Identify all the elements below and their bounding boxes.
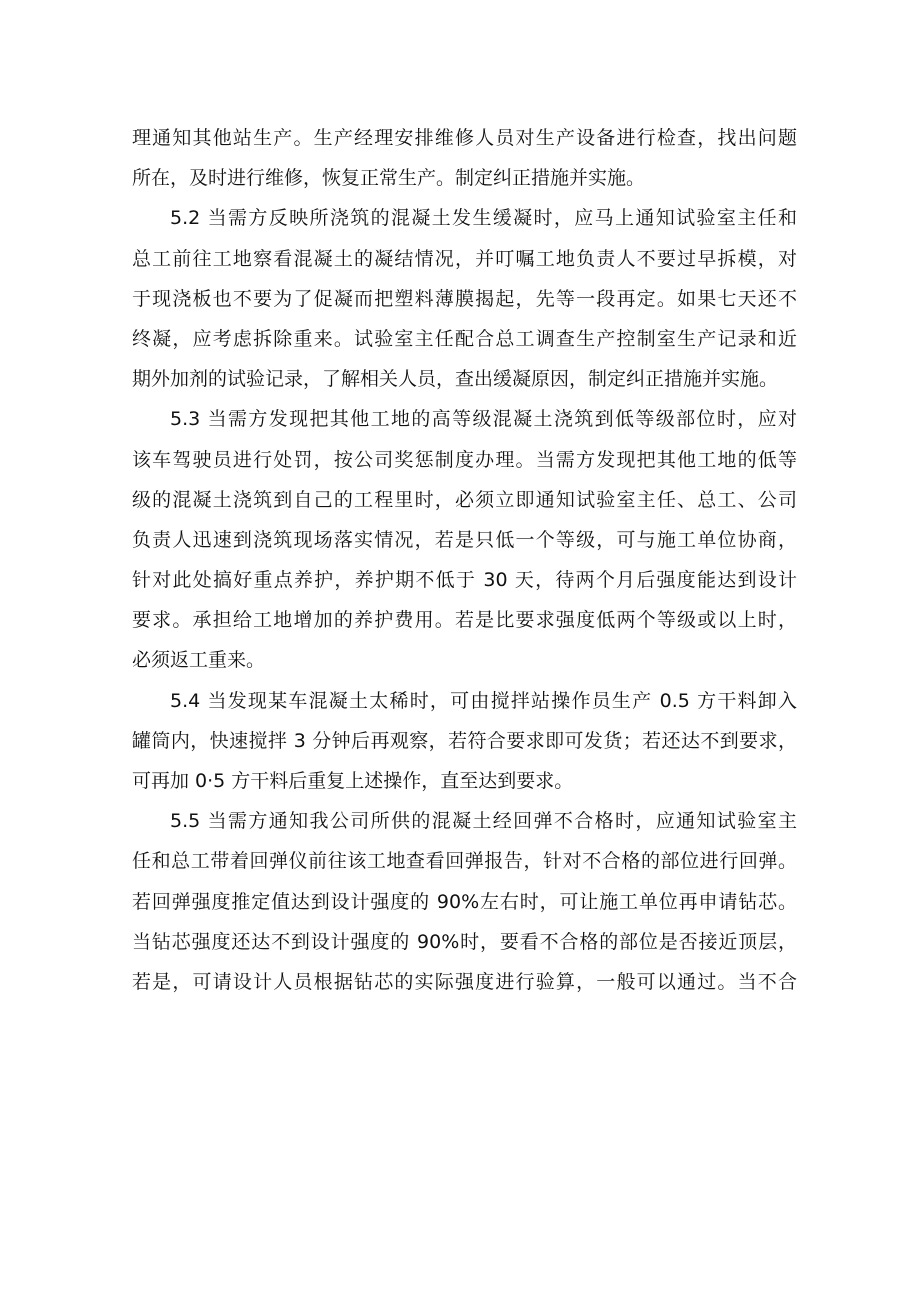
text-line: 期外加剂的试验记录，了解相关人员，查出缓凝原因，制定纠正措施并实施。 — [132, 368, 779, 391]
text-line: 5.3 当需方发现把其他工地的高等级混凝土浇筑到低等级部位时，应对 — [170, 408, 797, 431]
text-line: 必须返工重来。 — [132, 649, 266, 672]
body-text — [132, 118, 797, 1002]
text-line: 当钻芯强度还达不到设计强度的 90%时，要看不合格的部位是否接近顶层， — [132, 930, 797, 953]
text-line: 总工前往工地察看混凝土的凝结情况，并叮嘱工地负责人不要过早拆模，对 — [132, 247, 797, 270]
text-line: 理通知其他站生产。生产经理安排维修人员对生产设备进行检查，找出问题 — [132, 127, 797, 149]
paragraph-5-5 — [132, 801, 797, 1002]
text-line: 于现浇板也不要为了促凝而把塑料薄膜揭起，先等一段再定。如果七天还不 — [132, 287, 797, 310]
text-line: 5.5 当需方通知我公司所供的混凝土经回弹不合格时，应通知试验室主 — [170, 810, 797, 833]
text-line: 若是，可请设计人员根据钻芯的实际强度进行验算，一般可以通过。当不合 — [132, 970, 797, 993]
text-line: 终凝，应考虑拆除重来。试验室主任配合总工调查生产控制室生产记录和近 — [132, 327, 797, 350]
text-line: 级的混凝土浇筑到自己的工程里时，必须立即通知试验室主任、总工、公司 — [132, 488, 797, 511]
text-line: 若回弹强度推定值达到设计强度的 90%左右时，可让施工单位再申请钻芯。 — [132, 890, 797, 913]
text-line: 该车驾驶员进行处罚，按公司奖惩制度办理。当需方发现把其他工地的低等 — [132, 448, 797, 471]
paragraph-continuation — [132, 118, 797, 198]
text-line: 所在，及时进行维修，恢复正常生产。制定纠正措施并实施。 — [132, 167, 646, 190]
text-line: 可再加 0·5 方干料后重复上述操作，直至达到要求。 — [132, 770, 574, 792]
text-line: 任和总工带着回弹仪前往该工地查看回弹报告，针对不合格的部位进行回弹。 — [132, 850, 797, 873]
text-line: 5.4 当发现某车混凝土太稀时，可由搅拌站操作员生产 0.5 方干料卸入 — [170, 689, 797, 712]
text-line: 负责人迅速到浇筑现场落实情况，若是只低一个等级，可与施工单位协商， — [132, 528, 797, 551]
paragraph-5-4 — [132, 681, 797, 802]
paragraph-5-2 — [132, 198, 797, 399]
paragraph-5-3 — [132, 399, 797, 680]
text-line: 罐筒内，快速搅拌 3 分钟后再观察，若符合要求即可发货；若还达不到要求， — [132, 729, 797, 752]
text-line: 5.2 当需方反映所浇筑的混凝土发生缓凝时，应马上通知试验室主任和 — [170, 207, 797, 230]
text-line: 要求。承担给工地增加的养护费用。若是比要求强度低两个等级或以上时， — [132, 609, 797, 632]
text-line: 针对此处搞好重点养护，养护期不低于 30 天，待两个月后强度能达到设计 — [132, 569, 797, 592]
